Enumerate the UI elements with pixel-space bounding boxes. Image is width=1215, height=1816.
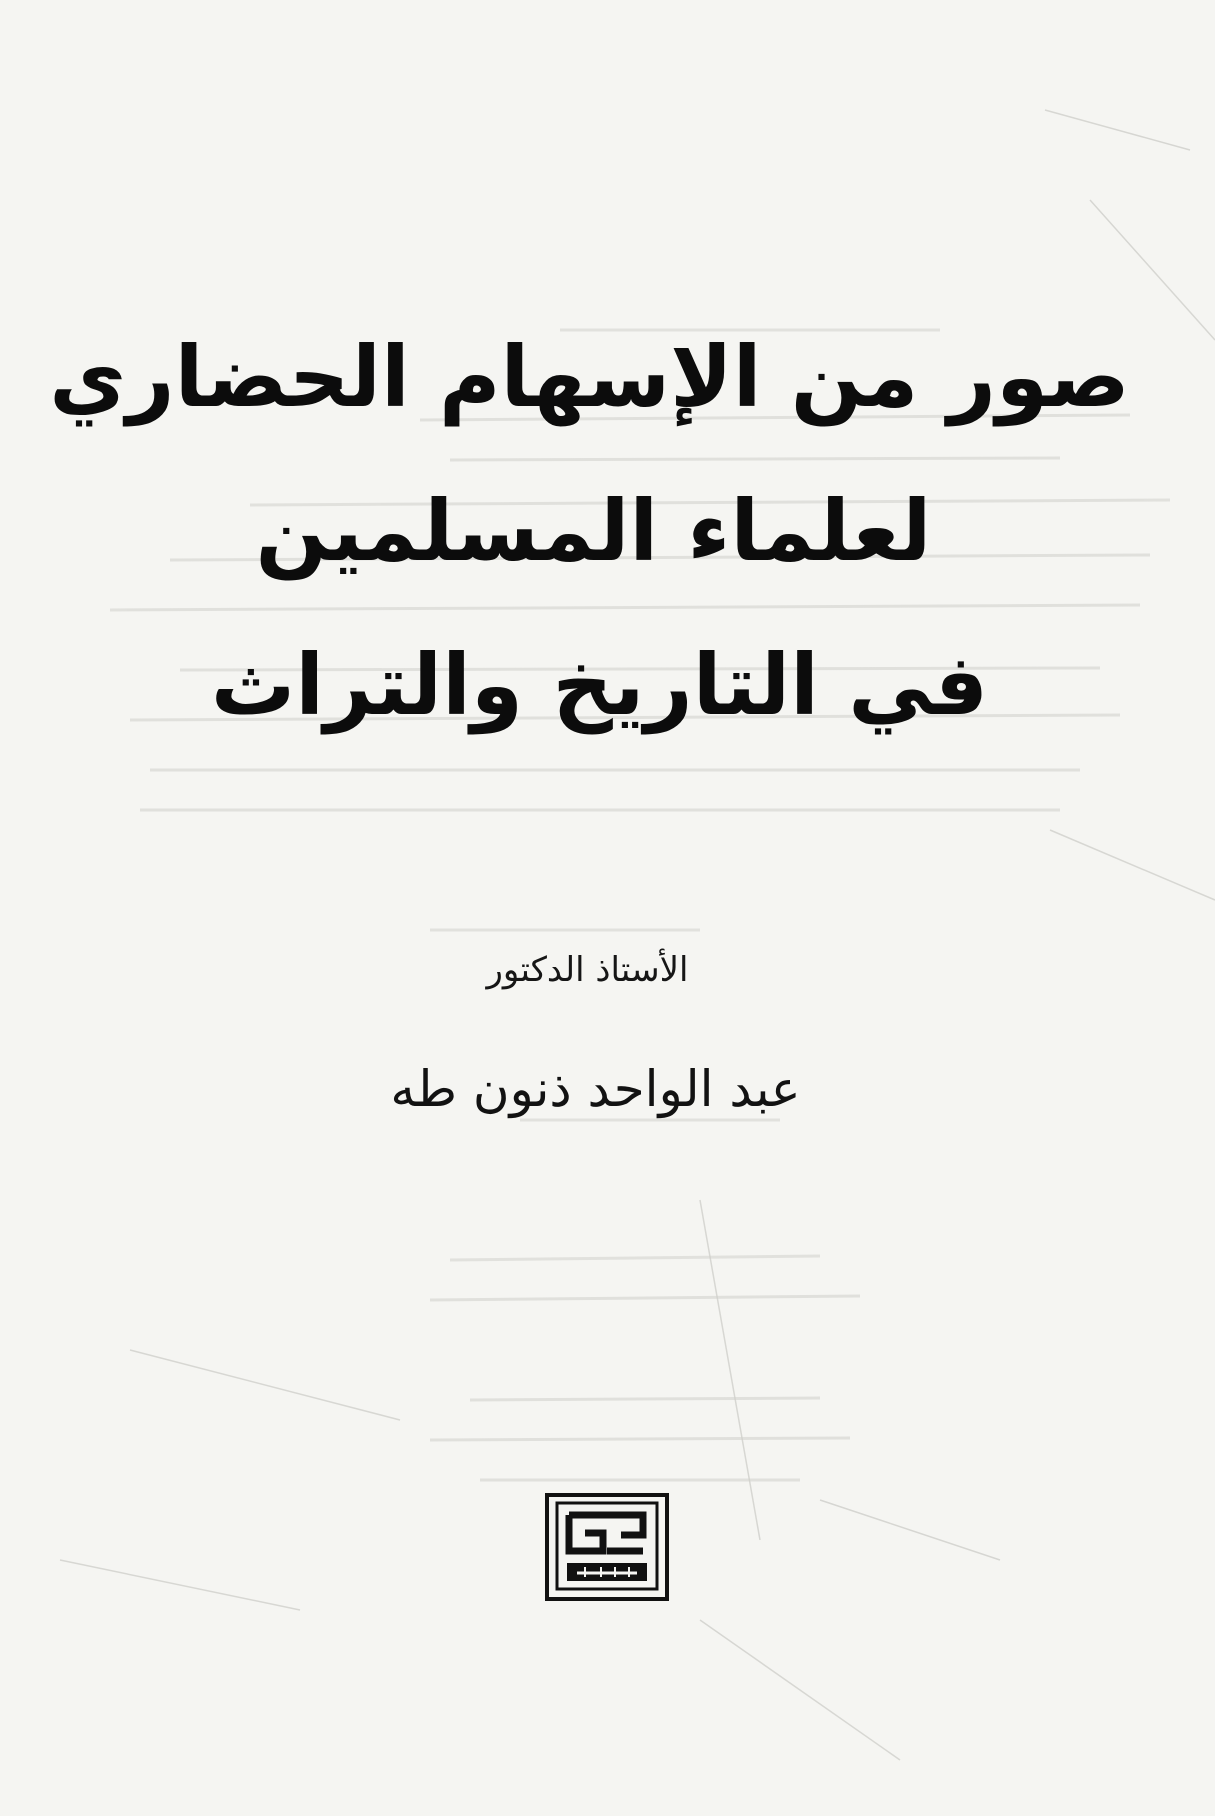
author-name: عبد الواحد ذنون طه	[390, 1060, 801, 1118]
publisher-logo-icon	[545, 1493, 669, 1601]
title-line-1: صور من الإسهام الحضاري	[49, 328, 1130, 426]
author-title-label: الأستاذ الدكتور	[486, 950, 689, 990]
title-line-3: في التاريخ والتراث	[210, 636, 989, 734]
book-title	[0, 300, 1215, 762]
title-line-2: لعلماء المسلمين	[255, 482, 932, 580]
